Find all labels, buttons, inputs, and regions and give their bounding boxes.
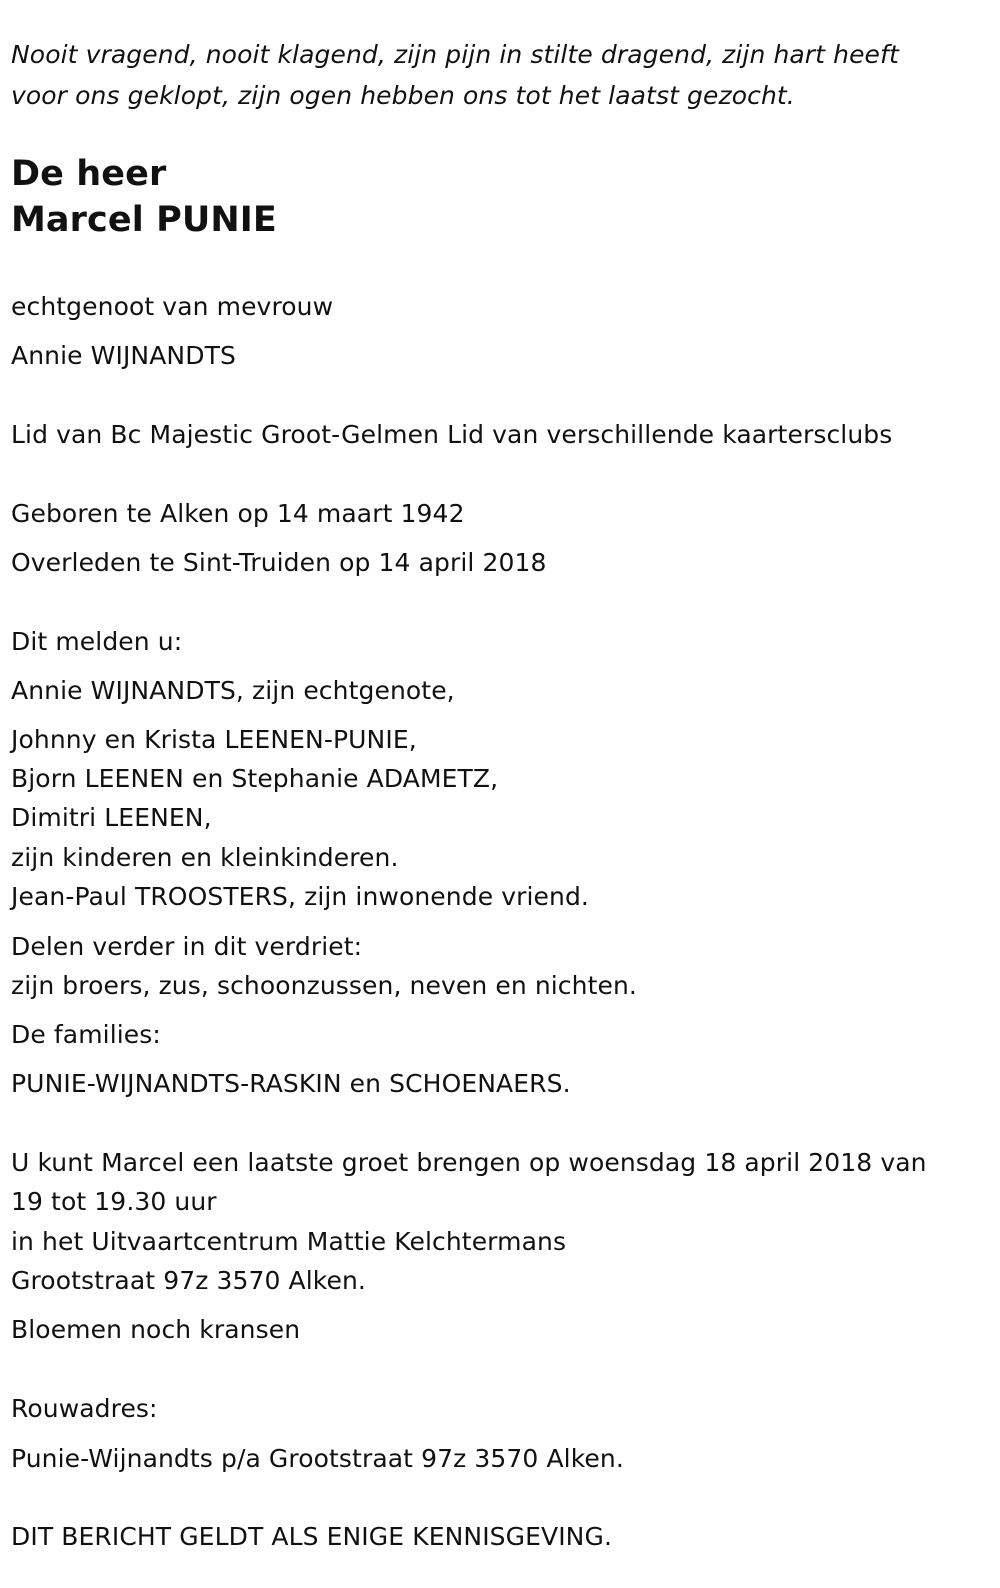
address-value: Punie-Wijnandts p/a Grootstraat 97z 3570 Alken. — [11, 1444, 624, 1473]
sharing-line: zijn broers, zus, schoonzussen, neven en nichten. — [11, 971, 637, 1000]
notice: DIT BERICHT GELDT ALS ENIGE KENNISGEVING. — [11, 1522, 612, 1551]
farewell-line: 19 tot 19.30 uur — [11, 1187, 217, 1216]
child-line: Jean-Paul TROOSTERS, zijn inwonende vriend. — [11, 882, 589, 911]
announcers-spouse: Annie WIJNANDTS, zijn echtgenote, — [11, 676, 455, 705]
child-line: zijn kinderen en kleinkinderen. — [11, 843, 399, 872]
birth-info: Geboren te Alken op 14 maart 1942 — [11, 499, 465, 528]
title-name: Marcel PUNIE — [11, 200, 277, 240]
motto-line-2: voor ons geklopt, zijn ogen hebben ons tot het laatst gezocht. — [11, 81, 795, 110]
address-label: Rouwadres: — [11, 1394, 158, 1423]
child-line: Bjorn LEENEN en Stephanie ADAMETZ, — [11, 764, 499, 793]
memberships: Lid van Bc Majestic Groot-Gelmen Lid van verschillende kaartersclubs — [11, 420, 893, 449]
families-label: De families: — [11, 1020, 161, 1049]
sharing-line: Delen verder in dit verdriet: — [11, 932, 363, 961]
farewell-line: U kunt Marcel een laatste groet brengen op woensdag 18 april 2018 van — [11, 1148, 927, 1177]
farewell-line: Grootstraat 97z 3570 Alken. — [11, 1266, 366, 1295]
flowers-note: Bloemen noch kransen — [11, 1315, 301, 1344]
child-line: Johnny en Krista LEENEN-PUNIE, — [11, 725, 417, 754]
families-names: PUNIE-WIJNANDTS-RASKIN en SCHOENAERS. — [11, 1069, 571, 1098]
farewell-line: in het Uitvaartcentrum Mattie Kelchtermans — [11, 1227, 567, 1256]
announcers-intro: Dit melden u: — [11, 627, 183, 656]
spouse-name: Annie WIJNANDTS — [11, 341, 236, 370]
title-honorific: De heer — [11, 154, 167, 194]
spouse-label: echtgenoot van mevrouw — [11, 292, 334, 321]
death-info: Overleden te Sint-Truiden op 14 april 2018 — [11, 548, 547, 577]
motto-line-1: Nooit vragend, nooit klagend, zijn pijn in stilte dragend, zijn hart heeft — [11, 40, 899, 69]
child-line: Dimitri LEENEN, — [11, 803, 212, 832]
